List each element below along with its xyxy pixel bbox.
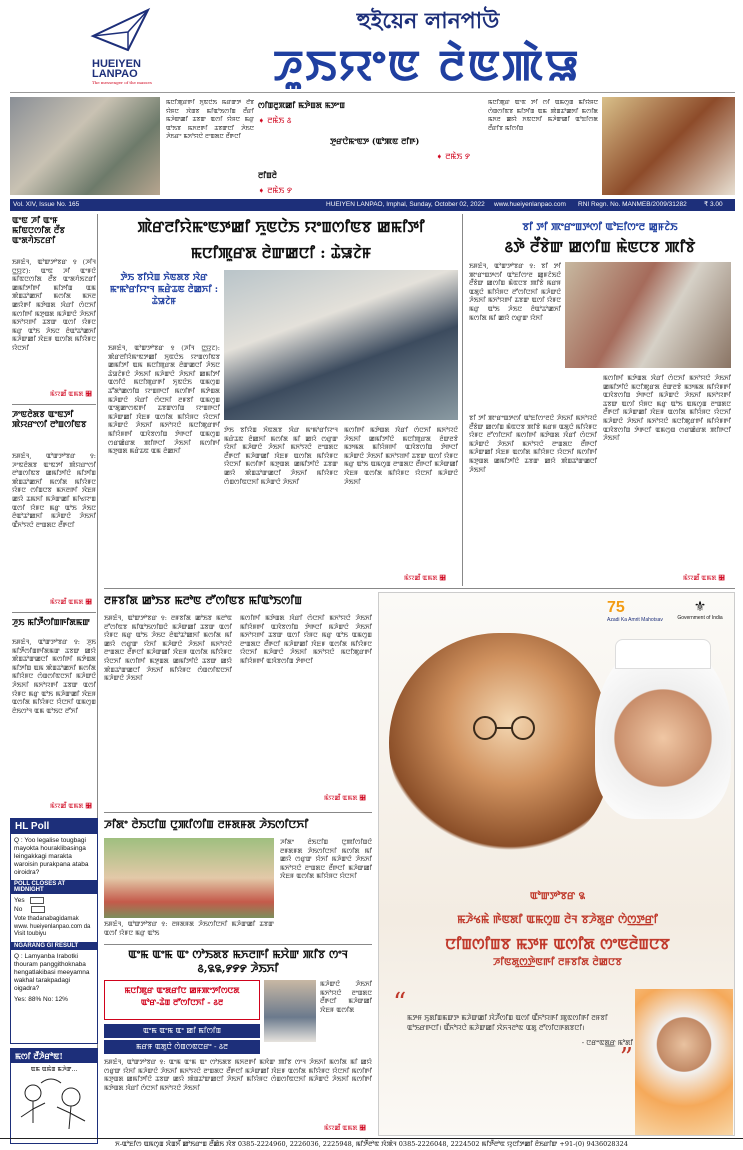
- right-kicker: ꯕꯤ ꯇꯤ ꯄꯦꯔꯦꯡꯇꯁꯤ ꯑꯣꯐꯤꯁꯦꯂ ꯀꯨꯝꯖꯥꯏ: [522, 222, 678, 233]
- mid-story-3-photo: [264, 980, 316, 1042]
- quote-close-icon: ”: [619, 1043, 633, 1073]
- govt-text: Government of India: [677, 615, 723, 621]
- poll-question: Q : Yoo legalise tougbagi mayokta houraklibasinga leingakkagi marakta waroisin purakpana ataba oiroidra?: [14, 837, 89, 876]
- lead-more[interactable]: ꯃꯥꯌꯀꯩ ꯑꯃꯗ ꯼: [404, 574, 446, 582]
- banner-photo-left: [10, 97, 160, 195]
- dateline-date: HUEIYEN LANPAO, Imphal, Sunday, October 02, 2022: [326, 201, 485, 208]
- box-story-line2: ꯑꯣꯔ-ꯊꯥꯡ ꯂꯧꯁꯤꯅꯈꯤ - ꯴ꯂ: [140, 997, 224, 1007]
- right-photo: [565, 262, 731, 368]
- box-story-kicker: ꯃꯅꯤꯄꯨꯔ ꯑꯦꯗꯔꯤꯅ ꯀꯝꯄꯦꯇꯤꯁꯅꯗ: [124, 985, 240, 995]
- teaser-link: ➧ ꯂꯃꯥꯏ ꯴: [258, 116, 292, 125]
- azadi-text: Azadi Ka Amrit Mahotsav: [607, 617, 663, 623]
- mid-story-1-head: ꯂꯝꯕꯤꯗ ꯀꯣꯏꯕ ꯃꯂꯣꯟ ꯂꯧꯁꯤꯟꯕ ꯃꯤꯑꯣꯏꯁꯤꯡ: [104, 594, 303, 607]
- quote-open-icon: “: [393, 988, 407, 1018]
- footer: [0, 1138, 743, 1150]
- right-headline: ꯴ꯇꯥ ꯂꯩꯕꯥꯛ ꯀꯁꯤꯡ ꯃꯥꯟꯅꯕ ꯄꯤꯕꯥ: [504, 238, 696, 256]
- lead-subhead: ꯇꯥꯏ ꯕꯤꯌꯥꯡ ꯈꯥꯟꯗꯕ ꯋꯥꯔ ꯃꯦꯃꯣꯔꯤꯌꯦꯜ ꯃꯔꯥꯊꯟ ꯂꯥꯀꯈꯤ : ꯊꯥꯎꯖꯥꯝ: [109, 273, 219, 307]
- right-more[interactable]: ꯃꯥꯌꯀꯩ ꯑꯃꯗ ꯼: [683, 574, 725, 582]
- emblem-icon: ⚜: [693, 599, 707, 615]
- divider: [104, 944, 372, 945]
- cartoon-drawing-icon: [11, 1073, 97, 1137]
- lead-body-col2: ꯇꯥꯏ ꯕꯤꯌꯥꯡ ꯈꯥꯟꯗꯕ ꯋꯥꯔ ꯃꯦꯃꯣꯔꯤꯌꯦꯜ ꯃꯔꯥꯊꯟ ꯂꯥꯀꯈꯤ ꯃꯁꯤꯗ ꯃꯤ ꯀꯌꯥ ꯁꯔꯨꯛ ꯌꯥꯈꯤ ꯃꯍꯥꯛꯅꯥ ꯍꯥꯏꯈꯤ ꯃꯈꯣꯌꯅꯥ ꯂꯦꯡꯗꯅ ꯂꯩꯒꯅꯤ ꯃꯍꯥꯛꯀꯤ ꯋꯥꯐꯝ ꯑꯁꯤꯗ ꯃꯤꯌꯥꯝꯅ ꯌꯥꯅꯈꯤ ꯃꯁꯤꯒꯤ ꯃꯇꯨꯡꯗ ꯀꯃꯤꯇꯤꯅꯥ ꯊꯕꯛ ꯀꯌꯥ ꯄꯥꯡꯊꯣꯛꯀꯅꯤ ꯍꯥꯏꯈꯤ ꯃꯤꯌꯥꯝꯅ ꯁꯥꯡꯁꯤꯟꯅꯈꯤ ꯃꯍꯥꯛꯅꯥ ꯍꯥꯏꯈꯤ: [224, 426, 338, 486]
- divider: [104, 588, 735, 589]
- ad-line4: ꯍꯤꯟꯗꯨꯁ꯭ꯇꯥꯟꯒꯤ ꯂꯝꯕꯤꯗ ꯂꯥꯀꯅꯕ: [493, 957, 622, 968]
- teaser-2[interactable]: [330, 135, 490, 162]
- shastri-cap: [615, 639, 711, 669]
- teaser-title: ꯂꯤꯡꯂꯥ: [258, 170, 277, 180]
- lead-story: [104, 214, 458, 586]
- poll-yes-checkbox[interactable]: [30, 897, 44, 904]
- teaser-title: ꯇꯨꯔꯅꯥꯃꯦꯟꯇ (ꯑꯣꯄꯟ ꯂꯤꯒ): [330, 136, 420, 146]
- logo-line1: HUEIYEN: [92, 58, 141, 70]
- teaser-3[interactable]: [258, 169, 408, 196]
- banner-right-text: ꯃꯅꯤꯄꯨꯔ ꯑꯦꯟ ꯇꯤ ꯁꯤ ꯑꯃꯁꯨꯡ ꯃꯤꯌꯥꯝꯅ ꯁꯥꯡꯁꯤꯟꯕ ꯃꯤꯇꯤꯡ ꯑꯃ ꯄꯥꯡꯊꯣꯀꯈꯤ ꯃꯁꯤꯗ ꯃꯈꯂ ꯀꯌꯥ ꯈꯟꯅꯈꯤ ꯃꯍꯥꯛꯀꯤ ꯑꯣꯐꯤꯁꯗ ꯂꯩꯔꯤꯕ ꯃꯤꯁꯤꯡ: [488, 99, 598, 132]
- azadi-logo: [607, 599, 663, 633]
- poll-no-label: No: [14, 906, 23, 914]
- quote-box: [393, 988, 633, 1093]
- right-story: [462, 214, 735, 586]
- azadi-75-icon: 75: [607, 599, 625, 616]
- masthead-title-top: হুইয়েন লানপাউ: [356, 9, 500, 34]
- top-banner: [10, 92, 735, 198]
- left-story-3-head: ꯍꯨꯏ ꯃꯤꯇꯩꯁꯤꯡꯒꯤꯗꯃꯛ: [12, 618, 90, 628]
- mid-story-1: [104, 592, 372, 808]
- mid-story-3-caption: ꯃꯍꯥꯛꯅꯥ ꯍꯥꯏꯈꯤ ꯃꯈꯣꯌꯅꯥ ꯂꯦꯡꯗꯅ ꯂꯩꯒꯅꯤ ꯃꯍꯥꯛꯀꯤ ꯋꯥꯐꯝ ꯑꯁꯤꯗ: [320, 980, 372, 1014]
- masthead-title-main: ꯍꯨꯏꯌꯦꯟ ꯂꯥꯟꯄꯥꯎ: [273, 41, 581, 90]
- poll-no-checkbox[interactable]: [31, 906, 45, 913]
- mid-story-1-more[interactable]: ꯃꯥꯌꯀꯩ ꯑꯃꯗ ꯼: [324, 794, 366, 802]
- mid-story-3-body: ꯏꯝꯐꯥꯜ, ꯑꯣꯛꯇꯣꯕꯔ ꯱: ꯑꯦꯃ ꯑꯦꯃ ꯑꯦ ꯁꯣꯏꯗꯕ ꯃꯈꯂꯒꯤ ꯃꯆꯥꯛ ꯄꯤꯕ ꯁꯦꯜ ꯍꯥꯏꯈꯤ ꯃꯁꯤꯗ ꯃꯤ ꯀꯌꯥ ꯁꯔꯨꯛ ꯌꯥꯈꯤ ꯃꯍꯥꯛꯅꯥ ꯍꯥꯏꯈꯤ ꯃꯈꯣꯌꯅꯥ ꯂꯦꯡꯗꯅ ꯂꯩꯒꯅꯤ ꯃꯍꯥꯛꯀꯤ ꯋꯥꯐꯝ ꯑꯁꯤꯗ ꯃꯤꯌꯥꯝꯅ ꯌꯥꯅꯈꯤ ꯃꯁꯤꯒꯤ ꯃꯇꯨꯡꯗ ꯀꯃꯤꯇꯤꯅꯥ ꯊꯕꯛ ꯀꯌꯥ ꯄꯥꯡꯊꯣꯛꯀꯅꯤ ꯍꯥꯏꯈꯤ ꯃꯤꯌꯥꯝꯅ ꯁꯥꯡꯁꯤꯟꯅꯈꯤ ꯃꯍꯥꯛꯅꯥ ꯍꯥꯏꯈꯤ ꯃꯁꯤꯒꯤ ꯃꯇꯥꯡꯗ ꯋꯥꯔꯤ ꯁꯥꯅꯈꯤ ꯃꯈꯣꯌꯅꯥ ꯍꯥꯏꯈꯤ: [104, 1058, 372, 1092]
- poll-yes-label: Yes: [14, 897, 25, 905]
- govt-emblem: [671, 599, 729, 633]
- left-column: [10, 214, 98, 1134]
- ad-line2: ꯃꯍꯥꯠꯃꯥ ꯒꯥꯟꯗꯤ ꯑꯃꯁꯨꯡ ꯂꯥꯜ ꯕꯍꯥꯗꯨꯔ ꯁꯥꯁ꯭ꯇ꯭ꯔꯤ: [457, 913, 658, 926]
- lead-headline-2: ꯃꯅꯤꯄꯨꯔꯗ ꯂꯥꯛꯀꯅꯤ : ꯊꯥꯎꯖꯥꯝ: [190, 244, 372, 262]
- mid-story-1-body-a: ꯏꯝꯐꯥꯜ, ꯑꯣꯛꯇꯣꯕꯔ ꯱: ꯂꯝꯕꯤꯗ ꯀꯣꯏꯕ ꯃꯂꯣꯟ ꯂꯧꯁꯤꯟꯕ ꯃꯤꯑꯣꯏꯁꯤꯡꯅꯥ ꯃꯍꯥꯛꯀꯤ ꯊꯕꯛ ꯑꯁꯤ ꯌꯥꯝꯅ ꯃꯔꯨ ꯑꯣꯏ ꯍꯥꯏꯅ ꯂꯥꯑꯣꯊꯣꯀꯈꯤ ꯃꯁꯤꯗ ꯃꯤ ꯀꯌꯥ ꯁꯔꯨꯛ ꯌꯥꯈꯤ ꯃꯍꯥꯛꯅꯥ ꯍꯥꯏꯈꯤ ꯃꯈꯣꯌꯅꯥ ꯂꯦꯡꯗꯅ ꯂꯩꯒꯅꯤ ꯃꯍꯥꯛꯀꯤ ꯋꯥꯐꯝ ꯑꯁꯤꯗ ꯃꯤꯌꯥꯝꯅ ꯌꯥꯅꯈꯤ ꯃꯁꯤꯒꯤ ꯃꯇꯨꯡꯗ ꯀꯃꯤꯇꯤꯅꯥ ꯊꯕꯛ ꯀꯌꯥ ꯄꯥꯡꯊꯣꯛꯀꯅꯤ ꯍꯥꯏꯈꯤ ꯃꯤꯌꯥꯝꯅ ꯁꯥꯡꯁꯤꯟꯅꯈꯤ ꯃꯍꯥꯛꯅꯥ ꯍꯥꯏꯈꯤ: [104, 614, 232, 683]
- logo: [88, 6, 158, 85]
- cartoon-box: [10, 1048, 98, 1144]
- gandhi-ad: [378, 592, 735, 1136]
- result-title: NGARANG GI RESULT: [11, 942, 97, 950]
- mid-story-2-below: ꯏꯝꯐꯥꯜ, ꯑꯣꯛꯇꯣꯕꯔ ꯱: ꯂꯝꯗꯝꯗ ꯍꯥꯏꯁꯤꯅꯈꯤ ꯃꯍꯥꯛꯀꯤ ꯊꯕꯛ ꯑꯁꯤ ꯌꯥꯝꯅ ꯃꯔꯨ ꯑꯣꯏ: [104, 920, 274, 937]
- mid-story-3-head: ꯑꯦꯃ ꯑꯦꯃ ꯑꯦ ꯁꯣꯏꯗꯕ ꯃꯈꯂꯒꯤ ꯃꯆꯥꯛ ꯄꯤꯕ ꯁꯦꯜ ꯴,꯲꯲,꯸꯸꯸ ꯍꯥꯏꯈꯤ: [128, 948, 348, 975]
- gandhi-portrait: [389, 633, 609, 853]
- ad-attribution: - ꯅꯔꯦꯟꯗ꯭ꯔ ꯃꯣꯗꯤ: [581, 1039, 633, 1047]
- mid-story-2-photo: [104, 838, 274, 918]
- poll-closes: POLL CLOSES AT MIDNIGHT: [11, 880, 97, 894]
- divider: [12, 612, 96, 613]
- teaser-page: ꯂꯃꯥꯏ ꯸: [445, 152, 470, 161]
- teaser-page: ꯂꯃꯥꯏ ꯸: [267, 186, 293, 195]
- rni-regn: RNI Regn. No. MANMEB/2009/31282: [578, 201, 687, 208]
- teaser-title: ꯁꯤꯡꯂꯨꯞꯀꯤ ꯃꯇꯥꯡꯗ ꯃꯇꯦꯡ: [258, 100, 346, 110]
- divider: [104, 812, 372, 813]
- lead-body-col1: ꯏꯝꯐꯥꯜ, ꯑꯣꯛꯇꯣꯕꯔ ꯱ (ꯍꯤꯜ ꯅ꯭ꯌꯨꯖ): ꯄꯥꯔꯂꯤꯌꯥꯃꯦꯟꯇꯀꯤ ꯈꯨꯟꯅꯥꯏ ꯌꯦꯡꯁꯤꯟꯕ ꯀꯃꯤꯇꯤ ꯑꯃ ꯃꯅꯤꯄꯨꯔꯗ ꯂꯥꯛꯀꯅꯤ ꯍꯥꯏꯅ ꯊꯥꯎꯖꯥꯝꯅꯥ ꯍꯥꯏꯈꯤ ꯃꯍꯥꯛꯅꯥ ꯍꯥꯏꯈꯤ ꯀꯃꯤꯇꯤ ꯑꯁꯤꯅꯥ ꯃꯅꯤꯄꯨꯔꯒꯤ ꯈꯨꯟꯅꯥꯏ ꯑꯃꯁꯨꯡ ꯊꯧꯗꯣꯀꯁꯤꯡ ꯌꯦꯡꯒꯅꯤ ꯃꯁꯤꯒꯤ ꯃꯇꯥꯡꯗ ꯃꯍꯥꯛꯅꯥ ꯋꯥꯔꯤ ꯁꯥꯅꯈꯤ ꯂꯝꯕꯤ ꯑꯃꯁꯨꯡ ꯑꯦꯗꯨꯀꯦꯁꯟꯒꯤ ꯊꯕꯛꯁꯤꯡ ꯌꯦꯡꯒꯅꯤ ꯃꯍꯥꯛꯀꯤ ꯋꯥꯐꯝ ꯑꯁꯤꯗ ꯃꯤꯌꯥꯝꯅ ꯌꯥꯅꯈꯤ ꯃꯍꯥꯛꯅꯥ ꯍꯥꯏꯈꯤ ꯃꯈꯣꯌꯅꯥ ꯃꯅꯤꯄꯨꯔꯒꯤ ꯃꯤꯌꯥꯝꯒꯤ ꯑꯋꯥꯕꯁꯤꯡ ꯇꯥꯒꯅꯤ ꯑꯃꯁꯨꯡ ꯁꯔꯀꯥꯔꯗ ꯄꯤꯒꯅꯤ ꯍꯥꯏꯈꯤ ꯃꯁꯤꯒꯤ ꯃꯇꯨꯡꯗ ꯃꯔꯥꯊꯟ ꯑꯃ ꯂꯥꯀꯈꯤ: [108, 344, 220, 456]
- left-story-1-head: ꯑꯦꯟ ꯍꯤ ꯑꯦꯝ ꯃꯤꯟꯅꯁꯤꯗ ꯂꯩꯕ ꯑꯦꯗꯚꯥꯏꯖꯔꯤ: [12, 216, 65, 246]
- banner-photo-right: [602, 97, 735, 195]
- mid-story-2-side: ꯍꯤꯗꯦ ꯂꯥꯏꯅꯤꯡ ꯅꯨꯄꯤꯁꯤꯡꯅꯥ ꯂꯝꯗꯝꯗ ꯍꯥꯏꯁꯤꯅꯈꯤ ꯃꯁꯤꯗ ꯃꯤ ꯀꯌꯥ ꯁꯔꯨꯛ ꯌꯥꯈꯤ ꯃꯍꯥꯛꯅꯥ ꯍꯥꯏꯈꯤ ꯃꯈꯣꯌꯅꯥ ꯂꯦꯡꯗꯅ ꯂꯩꯒꯅꯤ ꯃꯍꯥꯛꯀꯤ ꯋꯥꯐꯝ ꯑꯁꯤꯗ ꯃꯤꯌꯥꯝꯅ ꯌꯥꯅꯈꯤ: [280, 838, 372, 881]
- mid-story-2: [104, 816, 372, 940]
- ad-quote: ꯃꯇꯝ ꯈꯨꯗꯤꯡꯃꯛꯇ ꯃꯍꯥꯛꯀꯤ ꯋꯥꯍꯩꯁꯤꯡ ꯑꯁꯤ ꯑꯩꯈꯣꯌꯒꯤ ꯄꯨꯟꯁꯤꯒꯤ ꯂꯝꯕꯤ ꯑꯣꯏꯔꯒꯅꯤ। ꯑꯩꯈꯣꯌꯅꯥ ꯃꯍꯥꯛꯀꯤ ꯋꯥꯈꯜꯂꯣꯟ ꯑꯗꯨ ꯂꯧꯁꯤꯅꯒꯗꯕꯅꯤ।: [407, 1014, 608, 1032]
- poll-options: [11, 894, 97, 916]
- footer-contact: ꯈ-ꯑꯣꯐꯤꯁ ꯑꯃꯁꯨꯡ ꯋꯥꯡꯈꯩ ꯀꯣꯏꯔꯦꯡ ꯂꯩꯀꯥꯏ ꯋꯥꯕ 0385-2224960, 2226036, 2225948, ꯃꯤꯇꯩꯂꯣꯟ ꯋꯥꯄꯥꯜ 0385-2226048, 2224502 ꯃꯤꯇꯩꯂꯣꯟ ꯌꯨꯅꯤꯇꯀꯤ ꯂꯥꯏꯔꯤꯛ +91-(0) 9436028324: [115, 1140, 628, 1148]
- poll-no-option[interactable]: [14, 906, 94, 913]
- teaser-link: ➧ ꯂꯃꯥꯏ ꯸: [435, 152, 470, 161]
- left-story-1-body: ꯏꯝꯐꯥꯜ, ꯑꯣꯛꯇꯣꯕꯔ ꯱ (ꯍꯤꯜ ꯅ꯭ꯌꯨꯖ): ꯑꯦꯟ ꯍꯤ ꯑꯦꯝꯅꯥ ꯃꯤꯟꯅꯁꯤꯗ ꯂꯩꯕ ꯑꯦꯗꯚꯥꯏꯖꯔꯤ ꯀꯃꯤꯇꯤꯒꯤ ꯃꯤꯇꯤꯡ ꯑꯃ ꯄꯥꯡꯊꯣꯀꯈꯤ ꯃꯁꯤꯗ ꯃꯈꯂ ꯀꯌꯥꯒꯤ ꯃꯇꯥꯡꯗ ꯋꯥꯔꯤ ꯁꯥꯅꯈꯤ ꯃꯁꯤꯒꯤ ꯃꯇꯨꯡꯗ ꯃꯍꯥꯛꯅꯥ ꯍꯥꯏꯈꯤ ꯃꯈꯣꯌꯒꯤ ꯊꯕꯛ ꯑꯁꯤ ꯌꯥꯝꯅ ꯃꯔꯨ ꯑꯣꯏ ꯍꯥꯏꯅ ꯂꯥꯑꯣꯊꯣꯀꯈꯤ ꯃꯍꯥꯛꯀꯤ ꯋꯥꯐꯝ ꯑꯁꯤꯗ ꯃꯤꯌꯥꯝꯅ ꯌꯥꯅꯈꯤ: [12, 258, 96, 352]
- left-story-1-more[interactable]: ꯃꯥꯌꯀꯩ ꯑꯃꯗ ꯼: [50, 390, 92, 398]
- volume-issue: Vol. XIV, Issue No. 165: [13, 201, 80, 208]
- poll-yes-option[interactable]: [14, 897, 94, 904]
- teaser-1[interactable]: [258, 99, 438, 126]
- mid-story-3-more[interactable]: ꯃꯥꯌꯀꯩ ꯑꯃꯗ ꯼: [324, 1124, 366, 1132]
- glasses-icon: [463, 713, 553, 743]
- mid-story-2-head: ꯍꯤꯗꯦ ꯂꯥꯏꯅꯤꯡ ꯅꯨꯄꯤꯁꯤꯡ ꯂꯝꯗꯝꯗ ꯍꯥꯏꯁꯤꯅꯈꯤ: [104, 818, 309, 831]
- logo-tagline: The messenger of the masses: [92, 80, 152, 85]
- logo-line2: LANPAO: [92, 68, 138, 80]
- left-story-2-head: ꯍꯦꯟꯂꯥꯗꯕ ꯑꯦꯟꯇꯤ ꯄꯥꯌꯔꯦꯁꯤ ꯂꯣꯡꯁꯤꯟꯕ: [12, 410, 87, 430]
- modi-portrait: [635, 989, 733, 1135]
- box-bar-1: ꯑꯦꯃ ꯑꯦꯃ ꯑꯦ ꯀꯤ ꯃꯤꯁꯤꯡ: [104, 1024, 260, 1038]
- left-story-2-body: ꯏꯝꯐꯥꯜ, ꯑꯣꯛꯇꯣꯕꯔ ꯱: ꯍꯦꯟꯂꯥꯗꯕ ꯑꯦꯟꯇꯤ ꯄꯥꯌꯔꯦꯁꯤ ꯂꯣꯡꯁꯤꯟꯕ ꯀꯃꯤꯇꯤꯅꯥ ꯃꯤꯇꯤꯡ ꯄꯥꯡꯊꯣꯀꯈꯤ ꯃꯁꯤꯗ ꯃꯤꯌꯥꯝꯅ ꯌꯥꯝꯅ ꯁꯤꯡꯅꯕ ꯃꯈꯂꯒꯤ ꯋꯥꯐꯝ ꯀꯌꯥ ꯊꯃꯈꯤ ꯃꯍꯥꯛꯀꯤ ꯃꯤꯠꯌꯦꯡ ꯑꯁꯤ ꯌꯥꯝꯅ ꯃꯔꯨ ꯑꯣꯏ ꯍꯥꯏꯅ ꯂꯥꯑꯣꯊꯣꯀꯈꯤ ꯃꯍꯥꯛꯅꯥ ꯍꯥꯏꯈꯤ ꯑꯩꯈꯣꯌꯅꯥ ꯂꯦꯡꯗꯅ ꯂꯩꯒꯅꯤ: [12, 452, 96, 529]
- teaser-link: ➧ ꯂꯃꯥꯏ ꯸: [258, 186, 293, 195]
- mid-story-3: [104, 946, 372, 1136]
- banner-left-text: ꯃꯅꯤꯄꯨꯔꯒꯤ ꯈꯨꯟꯅꯥꯏ ꯃꯔꯛꯇ ꯂꯩꯕ ꯌꯥꯝꯅ ꯋꯥꯡꯕ ꯃꯤꯑꯣꯏꯁꯤꯡ ꯂꯩꯔꯤ ꯃꯍꯥꯛꯀꯤ ꯊꯕꯛ ꯑꯁꯤ ꯌꯥꯝꯅ ꯃꯔꯨ ꯑꯣꯏꯕ ꯃꯈꯂꯒꯤ ꯊꯕꯛꯅꯤ ꯍꯥꯏꯅ ꯍꯥꯏꯔꯦ ꯃꯈꯣꯌꯅꯥ ꯂꯦꯡꯗꯅ ꯂꯩꯒꯅꯤ: [166, 99, 254, 141]
- right-body-1: ꯏꯝꯐꯥꯜ, ꯑꯣꯛꯇꯣꯕꯔ ꯱: ꯕꯤ ꯇꯤ ꯄꯦꯔꯦꯡꯇꯁꯤ ꯑꯣꯐꯤꯁꯦꯂ ꯀꯨꯝꯖꯥꯏꯅꯥ ꯂꯩꯕꯥꯛ ꯀꯁꯤꯡ ꯃꯥꯟꯅꯕ ꯄꯤꯕꯥ ꯃꯔꯝ ꯑꯗꯨꯅꯥ ꯃꯤꯌꯥꯝꯅ ꯂꯧꯁꯤꯅꯈꯤ ꯃꯍꯥꯛꯅꯥ ꯍꯥꯏꯈꯤ ꯃꯈꯣꯌꯒꯤ ꯊꯕꯛ ꯑꯁꯤ ꯌꯥꯝꯅ ꯃꯔꯨ ꯑꯣꯏ ꯍꯥꯏꯅ ꯂꯥꯑꯣꯊꯣꯀꯈꯤ ꯃꯁꯤꯗ ꯃꯤ ꯀꯌꯥ ꯁꯔꯨꯛ ꯌꯥꯈꯤ: [469, 262, 561, 322]
- poll-vote-note[interactable]: Vote thadanabagidamak www. hueiyenlanpao.com da Visit toubiyu: [14, 916, 91, 938]
- lead-photo: [224, 270, 458, 420]
- left-story-3-body: ꯏꯝꯐꯥꯜ, ꯑꯣꯛꯇꯣꯕꯔ ꯱: ꯍꯨꯏ ꯃꯤꯇꯩꯁꯤꯡꯒꯤꯗꯃꯛ ꯊꯕꯛ ꯀꯌꯥ ꯄꯥꯡꯊꯣꯛꯀꯅꯤ ꯃꯁꯤꯒꯤ ꯃꯇꯥꯡꯗ ꯃꯤꯇꯤꯡ ꯑꯃ ꯄꯥꯡꯊꯣꯀꯈꯤ ꯃꯁꯤꯗ ꯃꯤꯌꯥꯝꯅ ꯁꯥꯡꯁꯤꯟꯅꯈꯤ ꯃꯍꯥꯛꯅꯥ ꯍꯥꯏꯈꯤ ꯃꯈꯣꯌꯒꯤ ꯊꯕꯛ ꯑꯁꯤ ꯌꯥꯝꯅ ꯃꯔꯨ ꯑꯣꯏ ꯃꯍꯥꯛꯀꯤ ꯋꯥꯐꯝ ꯑꯁꯤꯗ ꯃꯤꯌꯥꯝꯅ ꯌꯥꯅꯈꯤ ꯑꯃꯁꯨꯡ ꯂꯥꯏꯁꯣꯜ ꯑꯃ ꯑꯣꯏꯅ ꯂꯧꯈꯤ: [12, 638, 96, 715]
- result-values: Yes: 88% No: 12%: [14, 995, 68, 1003]
- right-body-3: ꯃꯁꯤꯒꯤ ꯃꯇꯥꯡꯗ ꯋꯥꯔꯤ ꯁꯥꯅꯈꯤ ꯃꯈꯣꯌꯅꯥ ꯍꯥꯏꯈꯤ ꯀꯃꯤꯇꯤꯅꯥ ꯃꯅꯤꯄꯨꯔꯗ ꯂꯥꯛꯂꯕꯥ ꯃꯇꯃꯗ ꯃꯤꯌꯥꯝꯒꯤ ꯑꯋꯥꯕꯁꯤꯡ ꯇꯥꯒꯅꯤ ꯃꯍꯥꯛꯅꯥ ꯍꯥꯏꯈꯤ ꯃꯈꯣꯌꯒꯤ ꯊꯕꯛ ꯑꯁꯤ ꯌꯥꯝꯅ ꯃꯔꯨ ꯑꯣꯏ ꯑꯃꯁꯨꯡ ꯂꯦꯡꯗꯅ ꯂꯩꯒꯅꯤ ꯃꯍꯥꯛꯀꯤ ꯋꯥꯐꯝ ꯑꯁꯤꯗ ꯃꯤꯌꯥꯝꯅ ꯌꯥꯅꯈꯤ ꯃꯍꯥꯛꯅꯥ ꯍꯥꯏꯈꯤ ꯃꯈꯣꯌꯅꯥ ꯃꯅꯤꯄꯨꯔꯒꯤ ꯃꯤꯌꯥꯝꯒꯤ ꯑꯋꯥꯕꯁꯤꯡ ꯇꯥꯒꯅꯤ ꯑꯃꯁꯨꯡ ꯁꯔꯀꯥꯔꯗ ꯄꯤꯒꯅꯤ ꯍꯥꯏꯈꯤ: [603, 374, 731, 443]
- box-bar-2: ꯃꯔꯝ ꯑꯗꯨꯅꯥ ꯁꯥꯡꯁꯟꯅꯔꯦ - ꯴ꯂ: [104, 1040, 260, 1054]
- paper-plane-logo-icon: [88, 6, 158, 56]
- lead-body-col3: ꯃꯁꯤꯒꯤ ꯃꯇꯥꯡꯗ ꯋꯥꯔꯤ ꯁꯥꯅꯈꯤ ꯃꯈꯣꯌꯅꯥ ꯍꯥꯏꯈꯤ ꯀꯃꯤꯇꯤꯅꯥ ꯃꯅꯤꯄꯨꯔꯗ ꯂꯥꯛꯂꯕꯥ ꯃꯇꯃꯗ ꯃꯤꯌꯥꯝꯒꯤ ꯑꯋꯥꯕꯁꯤꯡ ꯇꯥꯒꯅꯤ ꯃꯍꯥꯛꯅꯥ ꯍꯥꯏꯈꯤ ꯃꯈꯣꯌꯒꯤ ꯊꯕꯛ ꯑꯁꯤ ꯌꯥꯝꯅ ꯃꯔꯨ ꯑꯣꯏ ꯑꯃꯁꯨꯡ ꯂꯦꯡꯗꯅ ꯂꯩꯒꯅꯤ ꯃꯍꯥꯛꯀꯤ ꯋꯥꯐꯝ ꯑꯁꯤꯗ ꯃꯤꯌꯥꯝꯅ ꯌꯥꯅꯈꯤ ꯃꯍꯥꯛꯅꯥ ꯍꯥꯏꯈꯤ: [344, 426, 458, 486]
- dateline-bar: [10, 199, 735, 211]
- masthead: [0, 0, 743, 92]
- poll-title: HL Poll: [11, 819, 97, 834]
- ad-line1: ꯑꯣꯛꯇꯣꯕꯔ ꯲: [529, 891, 586, 902]
- cartoon-title: ꯃꯁꯤ ꯂꯩꯍꯥꯔꯣꯟ!: [11, 1049, 97, 1063]
- cartoon-caption: ꯑꯃ ꯑꯃꯥꯡ ꯃꯍꯥꯛ...: [30, 1066, 78, 1073]
- ad-line3: ꯅꯤꯡꯁꯤꯡꯕ ꯃꯇꯝ ꯑꯁꯤꯗ ꯁꯦꯟꯂꯥꯡꯅꯕ: [445, 935, 670, 953]
- left-story-2-more[interactable]: ꯃꯥꯌꯀꯩ ꯑꯃꯗ ꯼: [50, 598, 92, 606]
- divider: [12, 404, 96, 405]
- left-story-3-more[interactable]: ꯃꯥꯌꯀꯩ ꯑꯃꯗ ꯼: [50, 802, 92, 810]
- result-question: Q : Lamyanba Irabotki thouram panggithoknaba hengatlakibasi meeyamna wakhal tarakpadagi oigadra?: [14, 952, 90, 992]
- box-story: [104, 980, 260, 1020]
- price: ₹ 3.00: [704, 201, 723, 208]
- teaser-page: ꯂꯃꯥꯏ ꯴: [267, 116, 292, 125]
- website-link[interactable]: www.hueiyenlanpao.com: [494, 201, 566, 208]
- mid-story-1-body-b: ꯃꯁꯤꯒꯤ ꯃꯇꯥꯡꯗ ꯋꯥꯔꯤ ꯁꯥꯅꯈꯤ ꯃꯈꯣꯌꯅꯥ ꯍꯥꯏꯈꯤ ꯃꯤꯌꯥꯝꯒꯤ ꯑꯋꯥꯕꯁꯤꯡ ꯇꯥꯒꯅꯤ ꯃꯍꯥꯛꯅꯥ ꯍꯥꯏꯈꯤ ꯃꯈꯣꯌꯒꯤ ꯊꯕꯛ ꯑꯁꯤ ꯌꯥꯝꯅ ꯃꯔꯨ ꯑꯣꯏ ꯑꯃꯁꯨꯡ ꯂꯦꯡꯗꯅ ꯂꯩꯒꯅꯤ ꯃꯍꯥꯛꯀꯤ ꯋꯥꯐꯝ ꯑꯁꯤꯗ ꯃꯤꯌꯥꯝꯅ ꯌꯥꯅꯈꯤ ꯃꯍꯥꯛꯅꯥ ꯍꯥꯏꯈꯤ ꯃꯈꯣꯌꯅꯥ ꯃꯅꯤꯄꯨꯔꯒꯤ ꯃꯤꯌꯥꯝꯒꯤ ꯑꯋꯥꯕꯁꯤꯡ ꯇꯥꯒꯅꯤ: [240, 614, 372, 665]
- lead-headline-1: ꯄꯥꯔꯂꯤꯌꯥꯃꯦꯟꯇꯀꯤ ꯈꯨꯟꯅꯥꯏ ꯌꯦꯡꯁꯤꯟꯕ ꯀꯃꯤꯇꯤ: [137, 218, 425, 236]
- right-body-2: ꯕꯤ ꯇꯤ ꯄꯦꯔꯦꯡꯇꯁꯤ ꯑꯣꯐꯤꯁꯦꯂꯅꯥ ꯍꯥꯏꯈꯤ ꯃꯈꯣꯌꯅꯥ ꯂꯩꯕꯥꯛ ꯀꯁꯤꯡ ꯃꯥꯟꯅꯕ ꯄꯤꯕꯥ ꯃꯔꯝ ꯑꯗꯨꯅꯥ ꯃꯤꯌꯥꯝꯅ ꯌꯥꯝꯅ ꯂꯧꯁꯤꯅꯈꯤ ꯃꯁꯤꯒꯤ ꯃꯇꯥꯡꯗ ꯋꯥꯔꯤ ꯁꯥꯅꯈꯤ ꯃꯍꯥꯛꯅꯥ ꯍꯥꯏꯈꯤ ꯃꯈꯣꯌꯅꯥ ꯂꯦꯡꯗꯅ ꯂꯩꯒꯅꯤ ꯃꯍꯥꯛꯀꯤ ꯋꯥꯐꯝ ꯑꯁꯤꯗ ꯃꯤꯌꯥꯝꯅ ꯌꯥꯅꯈꯤ ꯃꯁꯤꯒꯤ ꯃꯇꯨꯡꯗ ꯀꯃꯤꯇꯤꯅꯥ ꯊꯕꯛ ꯀꯌꯥ ꯄꯥꯡꯊꯣꯛꯀꯅꯤ ꯍꯥꯏꯈꯤ: [469, 414, 597, 474]
- hl-poll: [10, 818, 98, 1044]
